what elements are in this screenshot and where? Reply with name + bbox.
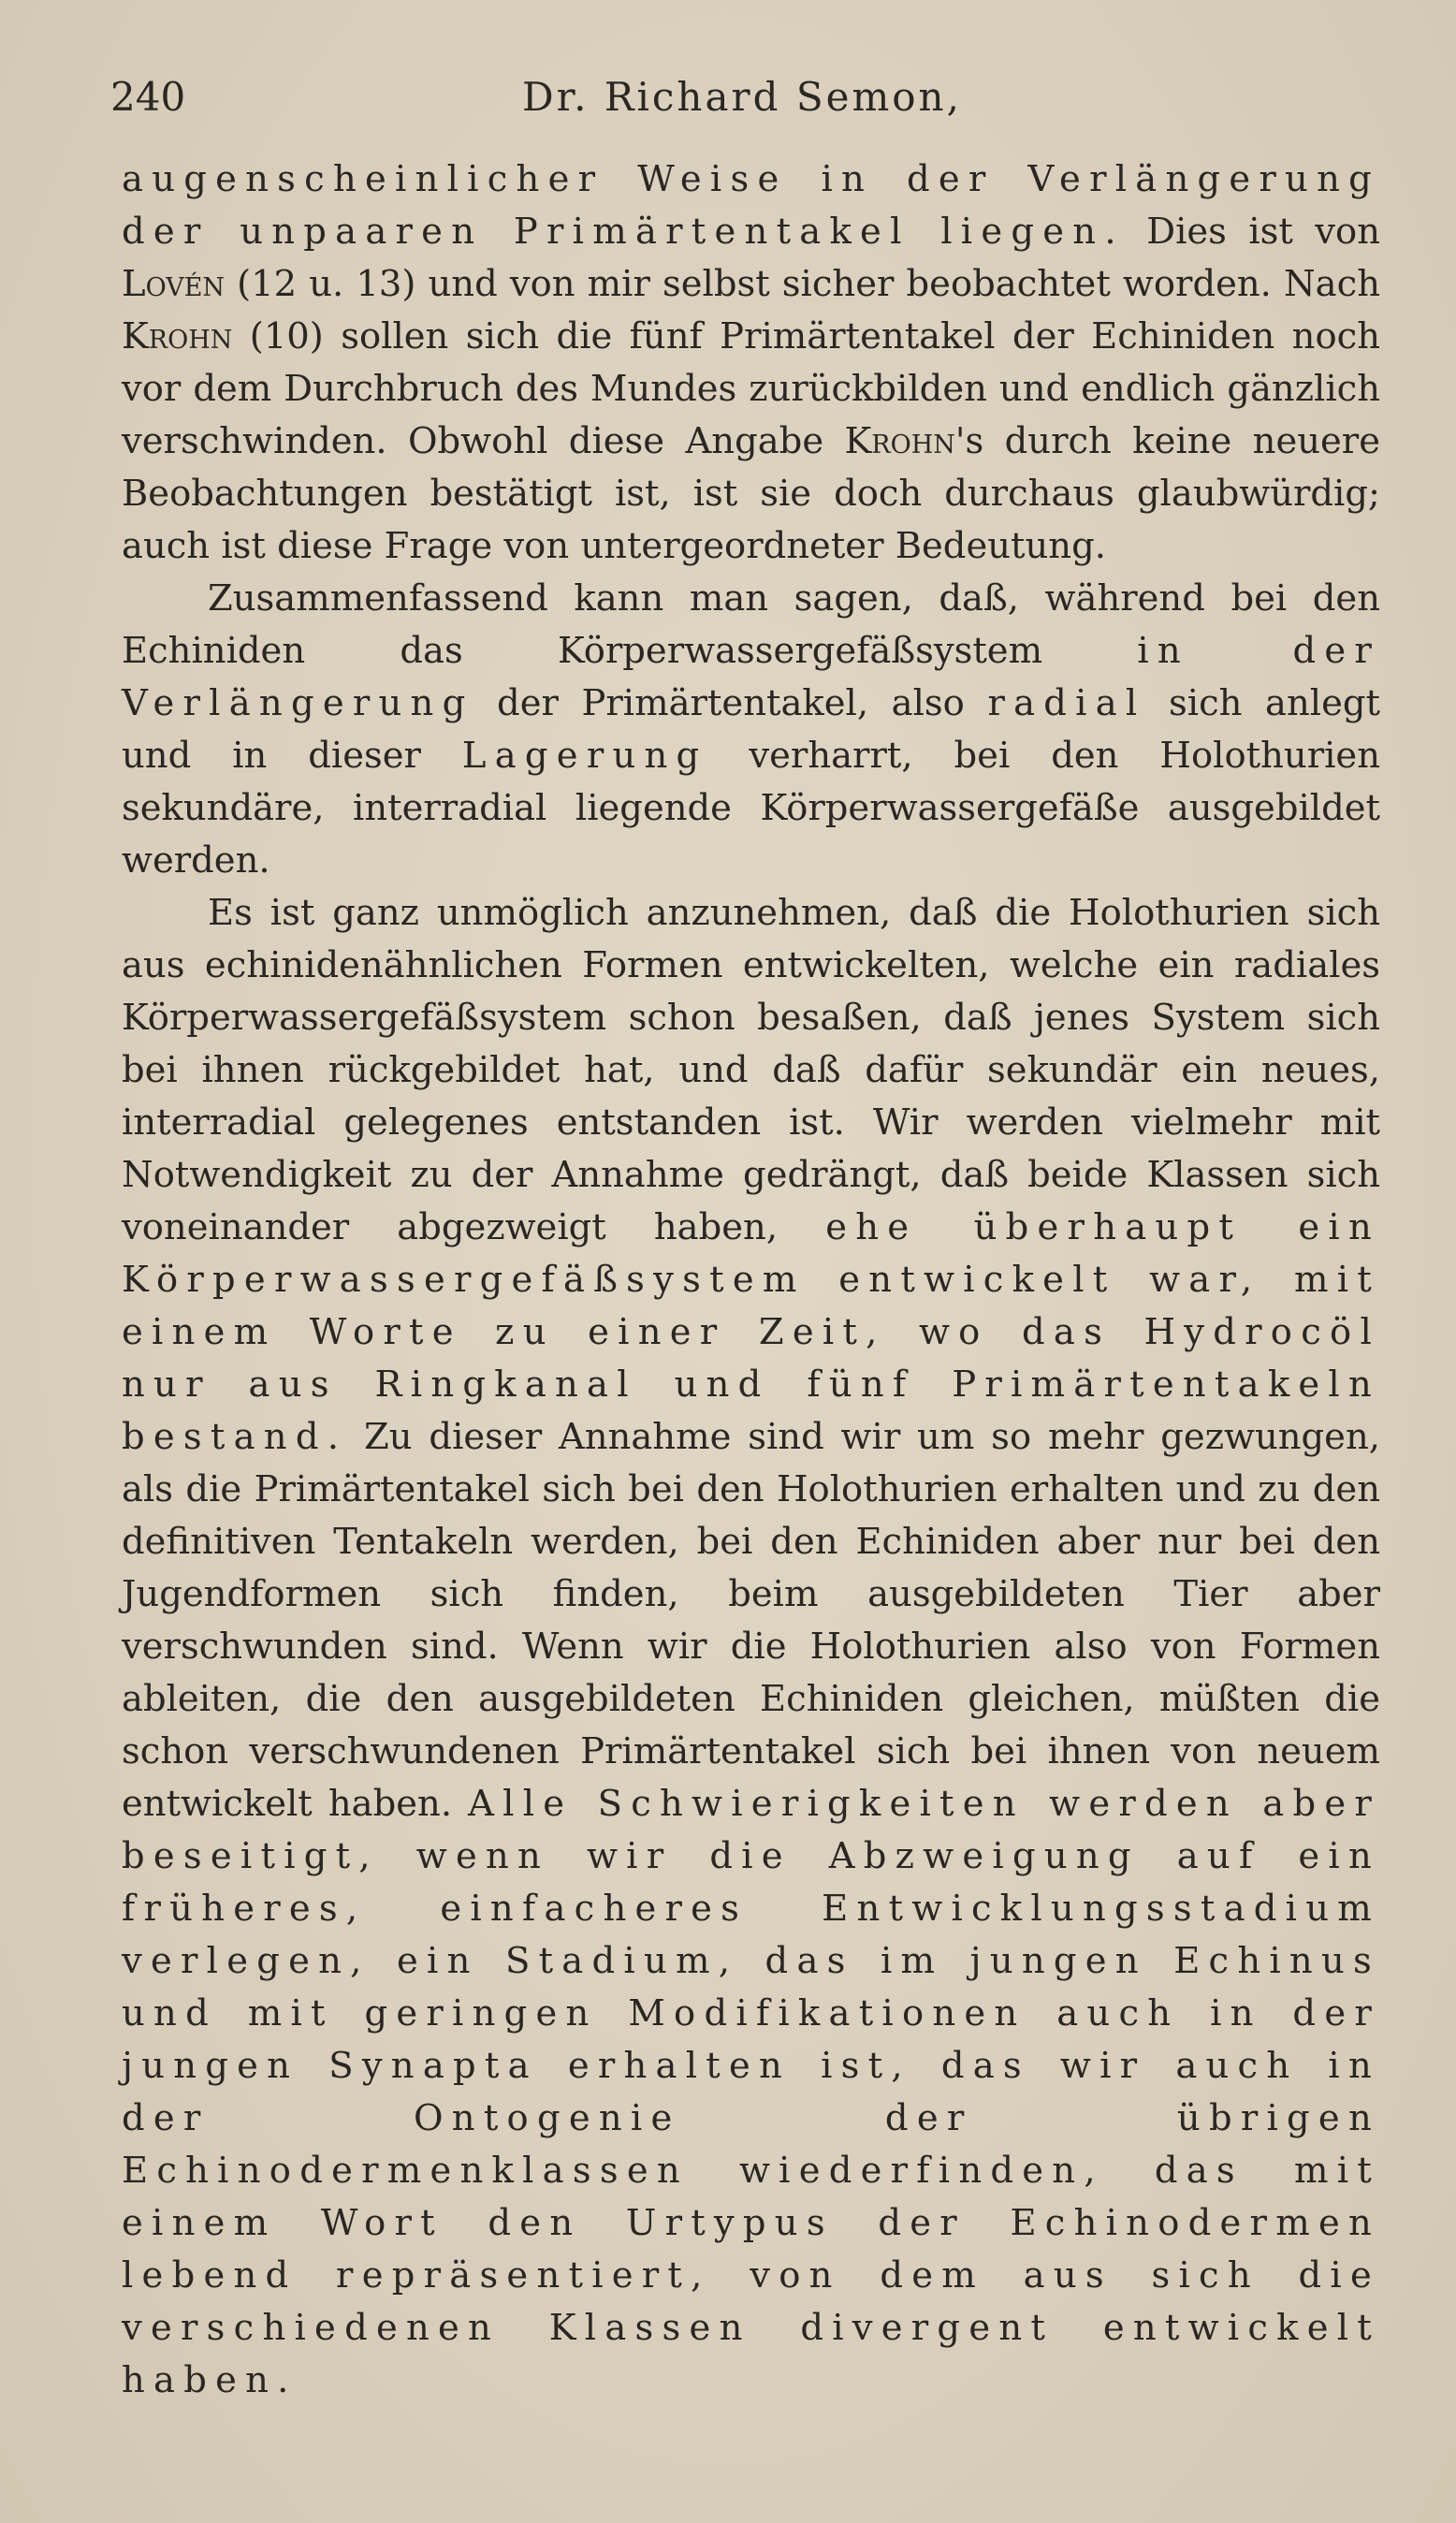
paragraph-2 <box>122 573 1380 887</box>
body-text <box>122 153 1380 2407</box>
text-run: verharrt, bei den Holothurien sekundäre, interradial liegende Körperwassergefäße ausgebildet werden. <box>122 735 1381 882</box>
spaced-text: augenscheinlicher Weise in der Verlängerung der unpaaren Primärtentakel liegen. <box>122 158 1380 253</box>
author-name: Lovén <box>122 263 226 305</box>
text-run: Zusammenfassend kann man sagen, daß, während bei den Echiniden das Körperwassergefäßsystem <box>122 577 1380 672</box>
running-head <box>110 69 1388 125</box>
spaced-text: Lagerung <box>461 735 708 777</box>
spaced-text: Alle Schwierigkeiten werden aber beseitigt, wenn wir die Abzweigung auf ein früheres, einfacheres Entwicklungsstadium verlegen, ein Stadium, das im jungen Echinus und mit geringen Modifikationen auch in der jungen Synapta erhalten ist, das wir auch in der Ontogenie der übrigen Echinodermenklassen wiederfinden, das mit einem Wort den Urtypus der Echinodermen lebend repräsentiert, von dem aus sich die verschiedenen Klassen divergent entwickelt haben. <box>122 1783 1380 2401</box>
text-run: Es ist ganz unmöglich anzunehmen, daß die Holothurien sich aus echinidenähnlichen Formen entwickelten, welche ein radiales Körperwassergefäßsystem schon besaßen, daß jenes System sich bei ihnen rückgebildet hat, und daß dafür sekundär ein neues, interradial gelegenes entstanden ist. Wir werden vielmehr mit Notwendigkeit zu der Annahme gedrängt, daß beide Klassen sich voneinander abgezweigt haben, <box>122 892 1380 1248</box>
author-name: Krohn <box>122 315 233 357</box>
text-run: (12 u. 13) und von mir selbst sicher beobachtet worden. Nach <box>225 263 1380 305</box>
text-run: Zu dieser Annahme sind wir um so mehr gezwungen, als die Primärtentakel sich bei den Holothurien erhalten und zu den definitiven Tentakeln werden, bei den Echiniden aber nur bei den Jugendformen sich finden, beim ausgebildeten Tier aber verschwunden sind. Wenn wir die Holothurien also von Formen ableiten, die den ausgebildeten Echiniden gleichen, müßten die schon verschwundenen Primärtentakel sich bei ihnen von neuem entwickelt haben. <box>122 1416 1380 1825</box>
text-run: Dies ist von <box>1124 211 1380 253</box>
paragraph-1 <box>122 153 1380 573</box>
spaced-text: ehe überhaupt ein Körperwassergefäßsystem entwickelt war, mit einem Worte zu einer Zeit, wo das Hydrocöl nur aus Ringkanal und fünf Primärtentakeln bestand. <box>122 1206 1381 1458</box>
spaced-text: in der Verlängerung <box>122 630 1380 724</box>
author-name: Krohn <box>844 420 955 462</box>
text-run: sich anlegt und in dieser <box>122 682 1380 777</box>
text-run: 's durch keine neuere Beobachtungen bestätigt ist, ist sie doch durchaus glaubwürdig; auch ist diese Frage von untergeordneter Bedeutung. <box>122 420 1380 567</box>
running-title: Dr. Richard Semon, <box>522 74 962 120</box>
text-run: der Primärtentakel, also <box>473 682 988 724</box>
paragraph-3 <box>122 887 1380 2407</box>
spaced-text: radial <box>987 682 1146 724</box>
text-run: (10) sollen sich die fünf Primärtentakel der Echiniden noch vor dem Durchbruch des Mundes zurückbilden und endlich gänzlich verschwinden. Obwohl diese Angabe <box>122 315 1380 462</box>
page-number: 240 <box>110 74 186 120</box>
